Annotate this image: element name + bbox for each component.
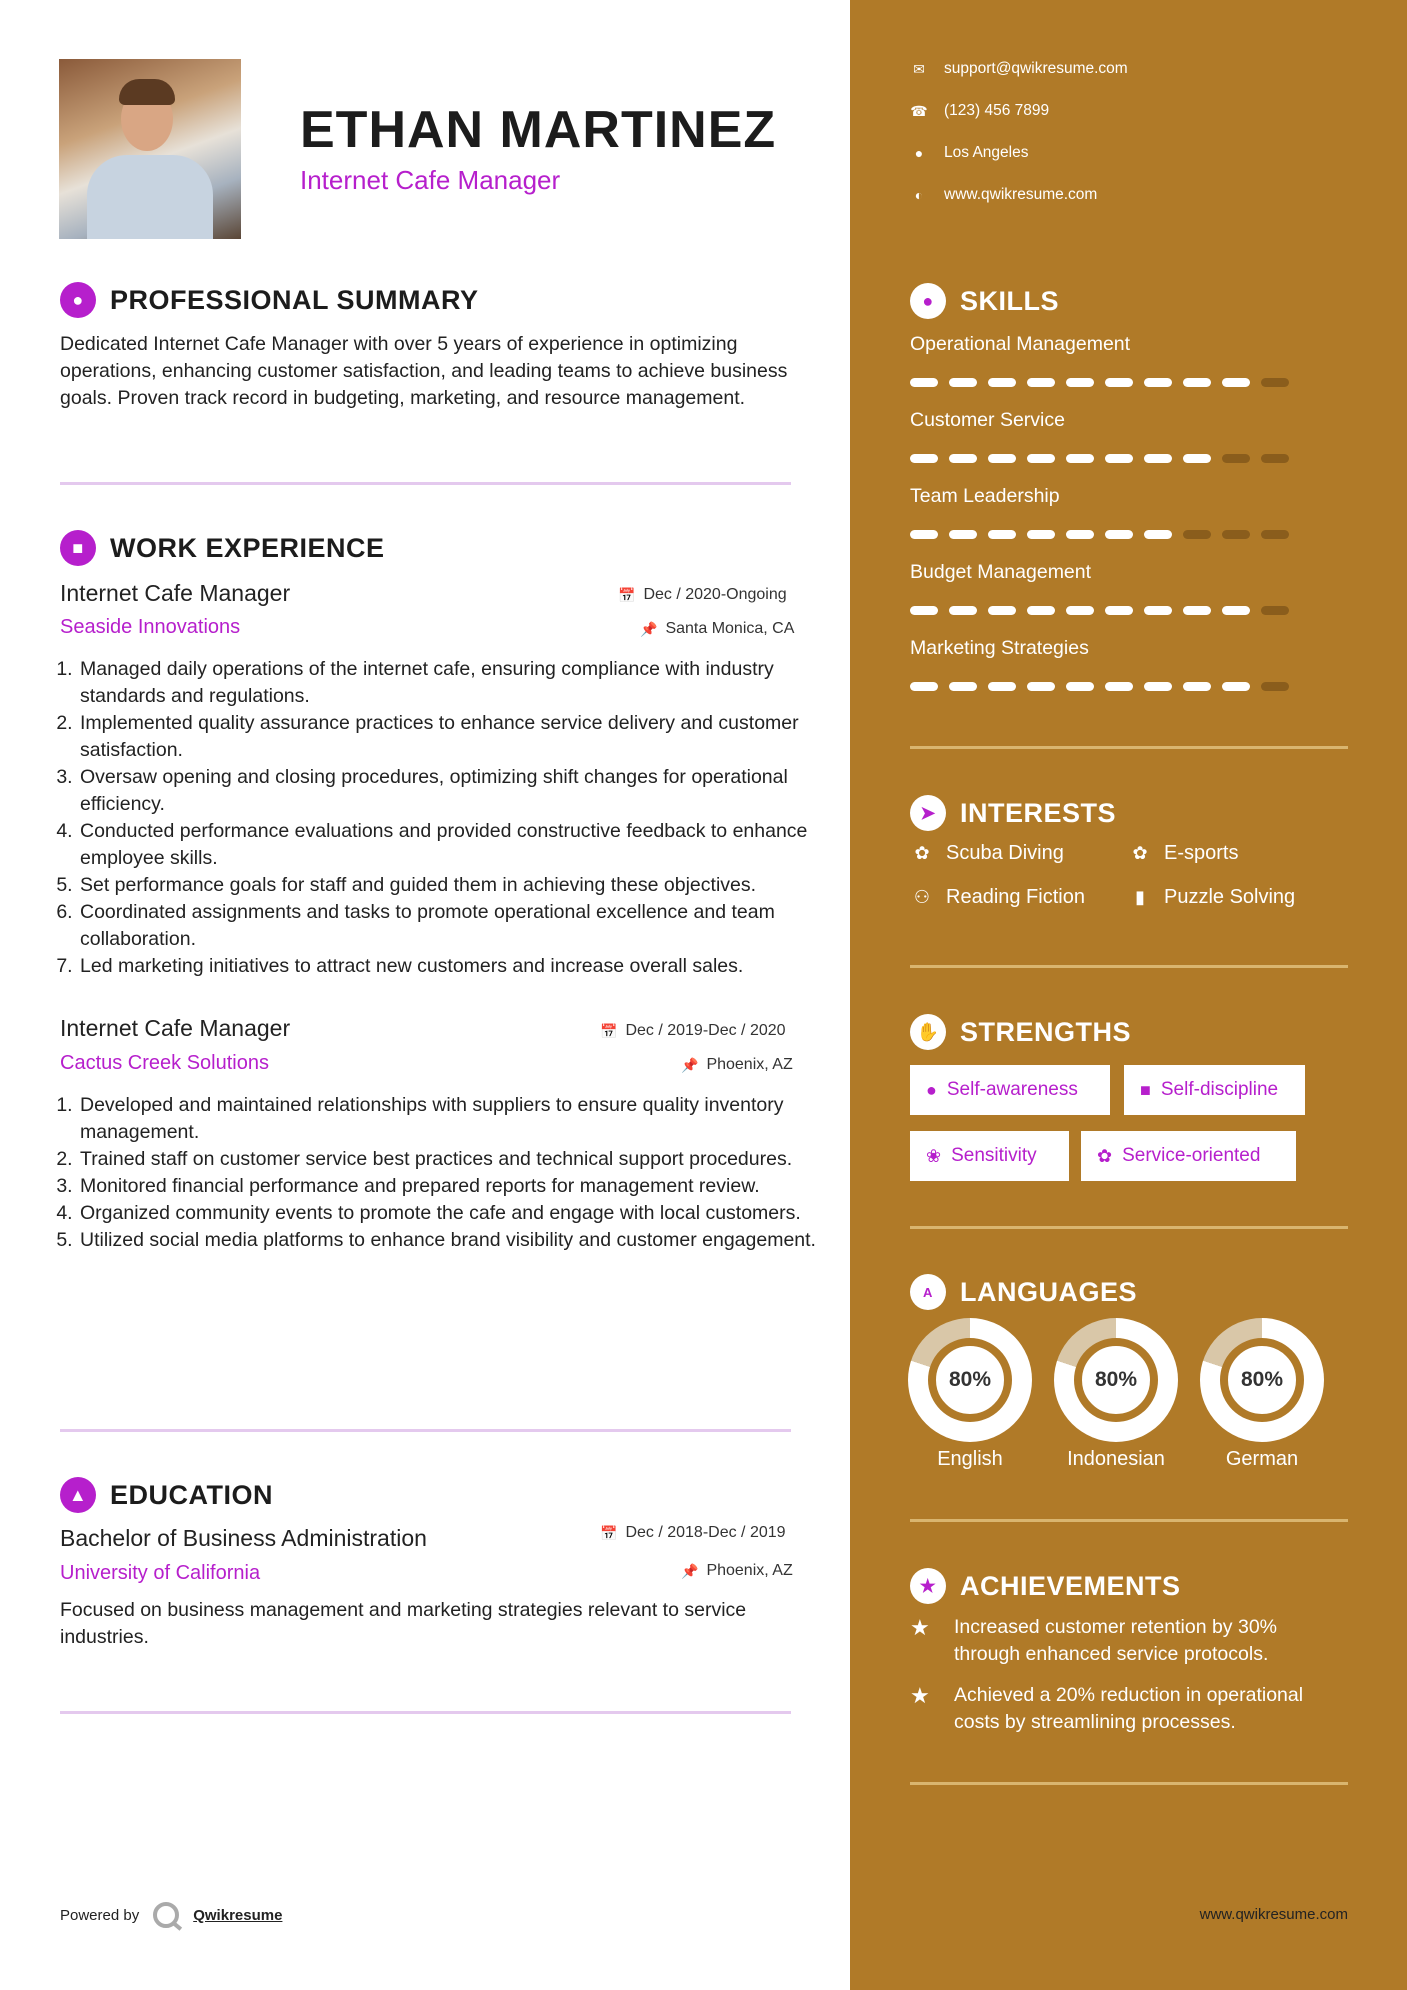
education-date: 📅 Dec / 2018-Dec / 2019 [600,1524,786,1541]
job-company: Cactus Creek Solutions [60,1052,269,1074]
education-title: EDUCATION [110,1479,273,1510]
language-item [1200,1318,1324,1471]
skill-level-segment [910,454,938,463]
skill-level-segment [1183,378,1211,387]
skill-level-segment [1261,378,1289,387]
interest-item: ✿ E-sports [1128,842,1238,865]
job-title: Internet Cafe Manager [60,580,291,606]
calendar-icon: 📅 [600,1524,618,1541]
skill-name: Customer Service [910,409,1065,431]
education-heading [60,1477,273,1513]
skill-level-segment [1144,454,1172,463]
skill-level-segment [1105,454,1133,463]
section-divider [60,1429,791,1432]
skill-level-segment [1144,606,1172,615]
list-item: 2. Trained staff on customer service best practices and technical support procedures. [78,1146,818,1173]
achievement-item: ★ Achieved a 20% reduction in operational costs by streamlining processes. [910,1682,1340,1736]
lifebuoy-icon: ✿ [1132,843,1148,863]
briefcase-icon: ■ [60,530,96,566]
pin-icon: 📌 [681,1056,699,1073]
skill-level-segment [1222,682,1250,691]
languages-heading: A LANGUAGES [910,1274,1137,1310]
section-divider [60,482,791,485]
job-location: 📌 Santa Monica, CA [640,620,795,637]
language-ring: 80% [908,1318,1032,1442]
skill-level-segment [1066,606,1094,615]
strengths-heading: ✋ STRENGTHS [910,1014,1131,1050]
skill-level-segment [949,378,977,387]
profile-photo [59,59,241,239]
language-item [1054,1318,1178,1471]
interest-item: ▮ Puzzle Solving [1128,886,1295,909]
map-pin-icon: ● [914,145,924,161]
skill-level-segment [1261,454,1289,463]
candidate-role: Internet Cafe Manager [300,165,561,195]
language-name: German [1225,1448,1299,1470]
job-location: 📌 Phoenix, AZ [681,1056,793,1073]
skill-level-segment [1027,530,1055,539]
list-item: 1. Managed daily operations of the internet cafe, ensuring compliance with industry standards and regulations. [78,656,818,710]
skill-level-segment [1222,606,1250,615]
degree: Bachelor of Business Administration [60,1525,427,1551]
education-description: Focused on business management and marketing strategies relevant to service industries. [60,1599,747,1648]
star-icon: ★ [910,1683,930,1708]
skill-name: Marketing Strategies [910,637,1089,659]
skill-level-segment [1066,378,1094,387]
skill-level-segment [1261,530,1289,539]
pin-icon: 📌 [640,620,658,637]
envelope-icon: ✉ [913,60,925,77]
skill-level-segment [910,682,938,691]
skill-level-segment [1144,682,1172,691]
list-item: 4. Organized community events to promote the cafe and engage with local customers. [78,1200,818,1227]
strength-badge: ✿ Service-oriented [1081,1131,1296,1181]
skill-level-bar [910,530,1289,539]
list-item: 1. Developed and maintained relationships with suppliers to ensure quality inventory management. [78,1092,818,1146]
qwikresume-logo-icon [153,1902,179,1928]
skill-level-segment [1183,454,1211,463]
skill-name: Budget Management [910,561,1092,583]
language-ring: 80% [1200,1318,1324,1442]
skill-level-segment [1027,682,1055,691]
language-name: English [937,1448,1003,1470]
skill-level-segment [988,454,1016,463]
skill-level-segment [1066,530,1094,539]
experience-title: WORK EXPERIENCE [110,532,385,563]
list-item: 4. Conducted performance evaluations and provided constructive feedback to enhance employee skills. [78,818,818,872]
skill-level-segment [1222,530,1250,539]
list-item: 5. Utilized social media platforms to enhance brand visibility and customer engagement. [78,1227,818,1254]
skill-level-segment [1261,682,1289,691]
brand-link[interactable]: Qwikresume [193,1906,283,1924]
summary-heading [60,282,479,318]
paper-plane-icon: ➤ [910,795,946,831]
calendar-icon: 📅 [618,586,636,603]
star-badge-icon: ★ [910,1568,946,1604]
skill-level-segment [1183,530,1211,539]
school: University of California [60,1562,261,1584]
skill-level-segment [988,378,1016,387]
job-title: Internet Cafe Manager [60,1015,291,1041]
skill-level-bar [910,682,1289,691]
language-name: Indonesian [1067,1448,1165,1470]
list-item: 2. Implemented quality assurance practices to enhance service delivery and customer satisfaction. [78,710,818,764]
language-item [908,1318,1032,1471]
section-divider [910,965,1348,968]
skill-level-segment [949,682,977,691]
language-ring: 80% [1054,1318,1178,1442]
skill-level-segment [988,682,1016,691]
education-location: 📌 Phoenix, AZ [681,1562,793,1579]
skill-level-segment [1027,454,1055,463]
contact-email[interactable]: ✉ support@qwikresume.com [910,60,1128,78]
pin-icon: 📌 [681,1562,699,1579]
section-divider [910,746,1348,749]
skill-level-segment [1066,454,1094,463]
skill-level-bar [910,606,1289,615]
interests-heading: ➤ INTERESTS [910,795,1116,831]
skill-level-segment [1027,606,1055,615]
footer-url[interactable]: www.qwikresume.com [1199,1906,1348,1923]
lightbulb-icon: ● [910,283,946,319]
skill-level-segment [1027,378,1055,387]
list-item: 3. Monitored financial performance and prepared reports for management review. [78,1173,818,1200]
skill-level-segment [910,530,938,539]
skill-level-segment [910,606,938,615]
strength-badge: ■ Self-discipline [1124,1065,1305,1115]
user-icon: ● [60,282,96,318]
skill-level-segment [1183,682,1211,691]
interest-item: ⚇ Reading Fiction [910,886,1085,909]
skill-level-segment [1105,378,1133,387]
strength-badge: ● Self-awareness [910,1065,1110,1115]
book-icon: ▮ [1135,887,1145,907]
skill-level-segment [949,530,977,539]
achievement-item: ★ Increased customer retention by 30% through enhanced service protocols. [910,1614,1340,1668]
contact-phone: ☎ (123) 456 7899 [910,102,1050,119]
powered-by: Powered by Qwikresume [60,1902,282,1928]
skill-level-segment [949,454,977,463]
skill-level-segment [1105,606,1133,615]
skill-level-segment [910,378,938,387]
star-icon: ★ [910,1615,930,1640]
contact-location: ● Los Angeles [910,144,1028,162]
calendar-icon: 📅 [600,1022,618,1039]
skill-level-segment [1105,530,1133,539]
skill-name: Team Leadership [910,485,1060,507]
skill-level-segment [1144,378,1172,387]
hand-icon: ✋ [910,1014,946,1050]
skill-level-segment [1066,682,1094,691]
skill-level-segment [1222,454,1250,463]
skill-level-bar [910,454,1289,463]
globe-icon: ◐ [914,187,924,203]
skill-level-segment [1222,378,1250,387]
job-date: 📅 Dec / 2020-Ongoing [618,586,787,603]
gamepad-icon: ⚇ [913,887,931,907]
section-divider [910,1782,1348,1785]
skill-level-segment [988,530,1016,539]
section-divider [60,1711,791,1714]
list-item: 6. Coordinated assignments and tasks to promote operational excellence and team collaboration. [78,899,818,953]
lock-icon: ■ [1140,1079,1151,1100]
list-item: 3. Oversaw opening and closing procedures, optimizing shift changes for operational efficiency. [78,764,818,818]
summary-title: PROFESSIONAL SUMMARY [110,284,479,315]
strength-badge: ❀ Sensitivity [910,1131,1069,1181]
skill-level-segment [988,606,1016,615]
list-item: 5. Set performance goals for staff and guided them in achieving these objectives. [78,872,818,899]
section-divider [910,1519,1348,1522]
experience-heading [60,530,385,566]
skill-level-segment [1183,606,1211,615]
summary-text: Dedicated Internet Cafe Manager with over 5 years of experience in optimizing operations, enhancing customer satisfaction, and leading teams to achieve business goals. Proven track record in budgeting, marketing, and resource management. [60,333,788,409]
achievements-heading: ★ ACHIEVEMENTS [910,1568,1181,1604]
lifebuoy-icon: ✿ [914,843,930,863]
job-company: Seaside Innovations [60,616,241,638]
lifebuoy-icon: ✿ [1097,1145,1113,1166]
skill-level-segment [949,606,977,615]
skill-name: Operational Management [910,333,1131,355]
skills-heading: ● SKILLS [910,283,1059,319]
leaf-icon: ❀ [926,1145,942,1166]
graduation-icon: ▲ [60,1477,96,1513]
skill-level-bar [910,378,1289,387]
phone-icon: ☎ [910,102,928,119]
section-divider [910,1226,1348,1229]
skill-level-segment [1144,530,1172,539]
job-date: 📅 Dec / 2019-Dec / 2020 [600,1022,786,1039]
skill-level-segment [1105,682,1133,691]
candidate-name: ETHAN MARTINEZ [300,101,777,159]
user-circle-icon: ● [926,1079,937,1100]
language-icon: A [910,1274,946,1310]
contact-website[interactable]: ◐ www.qwikresume.com [910,186,1097,204]
skill-level-segment [1261,606,1289,615]
job-duties [54,656,818,980]
list-item: 7. Led marketing initiatives to attract new customers and increase overall sales. [78,953,818,980]
job-duties [54,1092,818,1254]
interest-item: ✿ Scuba Diving [910,842,1064,865]
